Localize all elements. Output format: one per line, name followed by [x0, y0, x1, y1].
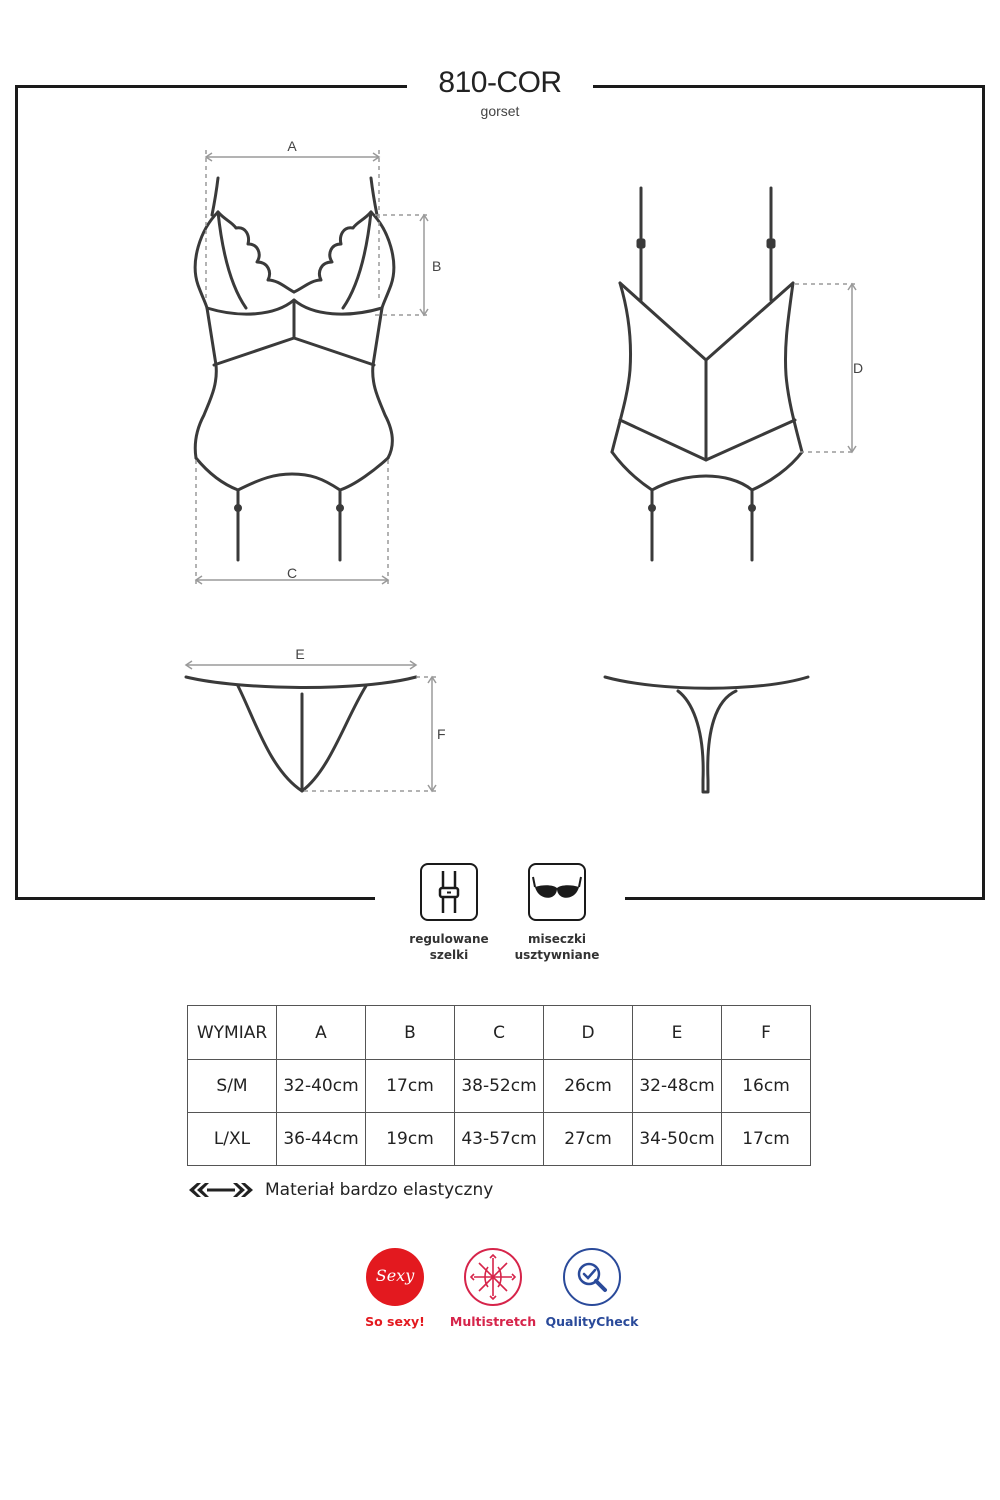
- table-cell: 17cm: [722, 1113, 811, 1166]
- table-cell: 19cm: [366, 1113, 455, 1166]
- table-header-cell: B: [366, 1006, 455, 1060]
- badge-so-sexy: [340, 1248, 450, 1329]
- multistretch-icon: [464, 1248, 522, 1306]
- label-e: E: [295, 646, 305, 662]
- table-cell: 17cm: [366, 1060, 455, 1113]
- thong-front-drawing: [186, 677, 416, 791]
- corset-back-drawing: [612, 188, 802, 560]
- label-b: B: [432, 258, 442, 274]
- table-cell: 32-40cm: [277, 1060, 366, 1113]
- feature-label-line2: usztywniane: [514, 948, 600, 962]
- badge-multistretch: [438, 1248, 548, 1329]
- dimension-d-marker: [795, 284, 856, 452]
- padded-cups-icon: [528, 863, 586, 921]
- thong-back-drawing: [605, 677, 808, 792]
- adjustable-strap-icon: [420, 863, 478, 921]
- badge-quality-check: [537, 1248, 647, 1329]
- badge-label: So sexy!: [365, 1314, 425, 1329]
- feature-label-line1: regulowane: [409, 932, 489, 946]
- table-cell: 27cm: [544, 1113, 633, 1166]
- table-cell: 43-57cm: [455, 1113, 544, 1166]
- table-header-row: [188, 1006, 811, 1060]
- table-cell: 34-50cm: [633, 1113, 722, 1166]
- table-cell: 36-44cm: [277, 1113, 366, 1166]
- feature-label-line2: szelki: [429, 948, 469, 962]
- label-f: F: [437, 726, 446, 742]
- elastic-note: [187, 1178, 493, 1202]
- stretch-arrows-icon: [187, 1180, 255, 1200]
- table-header-cell: C: [455, 1006, 544, 1060]
- badge-label: Multistretch: [449, 1314, 537, 1329]
- table-header-cell: WYMIAR: [188, 1006, 277, 1060]
- corset-front-drawing: [195, 178, 394, 560]
- table-header-cell: E: [633, 1006, 722, 1060]
- table-cell: 32-48cm: [633, 1060, 722, 1113]
- label-a: A: [287, 138, 297, 154]
- feature-label-line1: miseczki: [527, 932, 587, 946]
- table-header-cell: A: [277, 1006, 366, 1060]
- badge-label: QualityCheck: [545, 1314, 639, 1329]
- sexy-icon-text: Sexy: [375, 1266, 415, 1285]
- dimension-f-marker: [304, 677, 436, 791]
- table-cell: L/XL: [188, 1113, 277, 1166]
- dimension-e-marker: [186, 661, 416, 669]
- table-header-cell: D: [544, 1006, 633, 1060]
- table-row: [188, 1060, 811, 1113]
- size-table: [187, 1005, 811, 1166]
- table-cell: 26cm: [544, 1060, 633, 1113]
- table-cell: 16cm: [722, 1060, 811, 1113]
- label-d: D: [853, 360, 864, 376]
- table-cell: 38-52cm: [455, 1060, 544, 1113]
- product-type: gorset: [480, 103, 520, 119]
- quality-check-icon: [563, 1248, 621, 1306]
- elastic-note-text: Materiał bardzo elastyczny: [265, 1180, 494, 1200]
- table-row: [188, 1113, 811, 1166]
- label-c: C: [286, 565, 298, 581]
- feature-adjustable-straps: [389, 863, 509, 963]
- sexy-icon: [366, 1248, 424, 1306]
- product-code: 810-COR: [438, 66, 562, 99]
- table-cell: S/M: [188, 1060, 277, 1113]
- table-header-cell: F: [722, 1006, 811, 1060]
- feature-padded-cups: [497, 863, 617, 963]
